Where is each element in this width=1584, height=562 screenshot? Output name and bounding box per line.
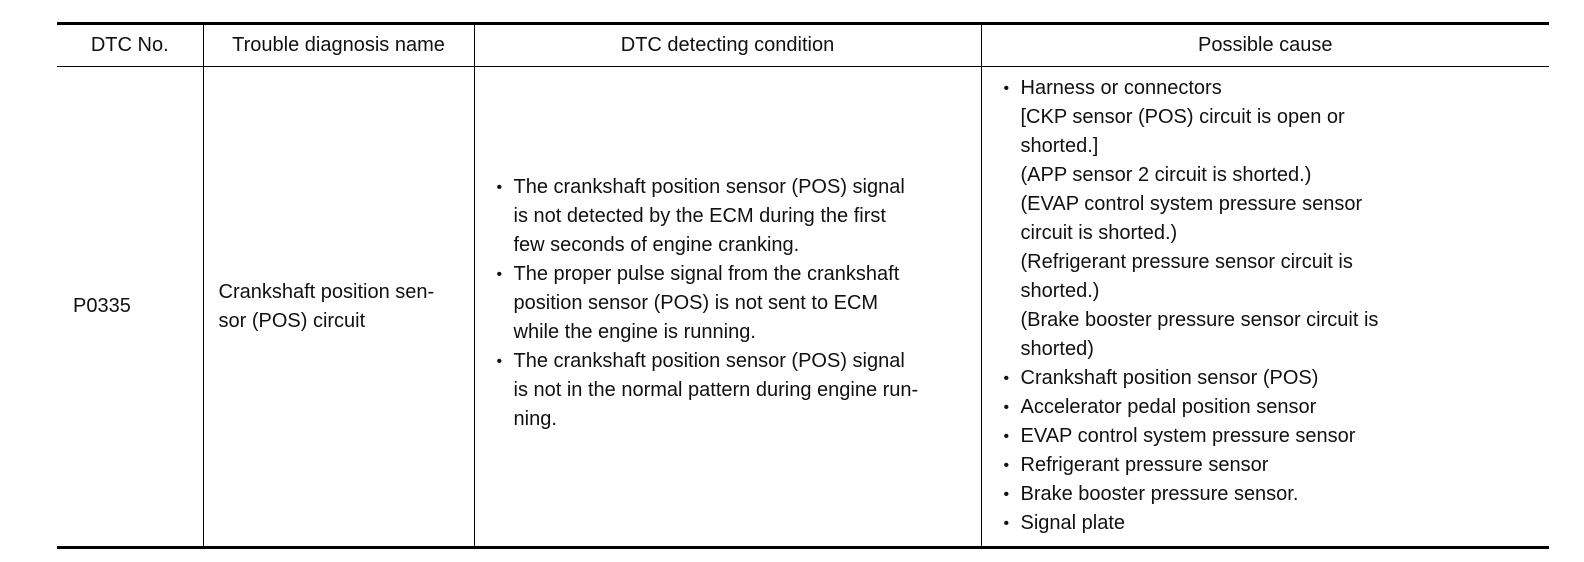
dtc-number-cell: P0335 bbox=[57, 67, 203, 548]
possible-cause-cell bbox=[981, 67, 1549, 548]
header-row bbox=[57, 24, 1549, 67]
cause-item: • Accelerator pedal position sensor bbox=[998, 393, 1544, 422]
condition-item: • The crankshaft position sensor (POS) signal is not in the normal pattern during engine run- ning. bbox=[491, 347, 975, 434]
cause-list bbox=[998, 74, 1544, 538]
header-dtc-no: DTC No. bbox=[57, 24, 203, 67]
cause-item: • Crankshaft position sensor (POS) bbox=[998, 364, 1544, 393]
condition-item: • The crankshaft position sensor (POS) signal is not detected by the ECM during the first few seconds of engine cranking. bbox=[491, 173, 975, 260]
diagnosis-name-line: sor (POS) circuit bbox=[218, 309, 366, 332]
cause-item: • Harness or connectors [CKP sensor (POS) circuit is open or shorted.] (APP sensor 2 circuit is shorted.) (EVAP control system pressure sensor circuit is shorted.) (Refrigerant pressure sensor circuit is shorted.) (Brake booster pressure sensor circuit is shorted) bbox=[998, 74, 1544, 364]
table-row bbox=[57, 67, 1549, 548]
diagnosis-name-line: Crankshaft position sen- bbox=[218, 280, 435, 303]
diagnosis-name-cell bbox=[203, 67, 474, 548]
header-trouble-diagnosis-name: Trouble diagnosis name bbox=[203, 24, 474, 67]
detecting-condition-cell bbox=[474, 67, 981, 548]
header-possible-cause: Possible cause bbox=[981, 24, 1549, 67]
condition-item: • The proper pulse signal from the crankshaft position sensor (POS) is not sent to ECM while the engine is running. bbox=[491, 260, 975, 347]
cause-item: • Brake booster pressure sensor. bbox=[998, 480, 1544, 509]
header-dtc-detecting-condition: DTC detecting condition bbox=[474, 24, 981, 67]
cause-item: • Refrigerant pressure sensor bbox=[998, 451, 1544, 480]
cause-item: • EVAP control system pressure sensor bbox=[998, 422, 1544, 451]
cause-item: • Signal plate bbox=[998, 509, 1544, 538]
condition-list bbox=[491, 173, 975, 434]
dtc-table bbox=[57, 22, 1549, 549]
